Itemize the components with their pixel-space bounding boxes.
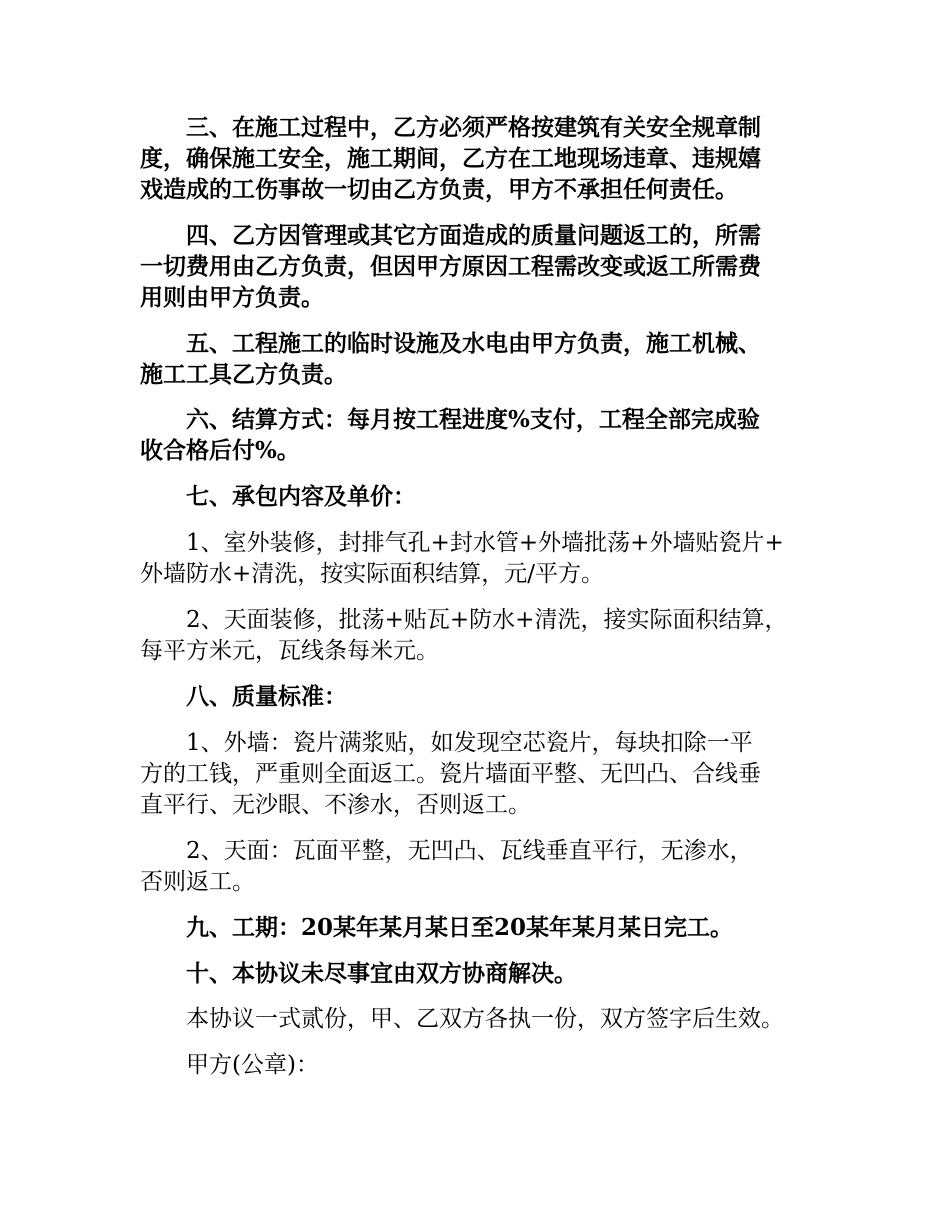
- clause-10: 十、本协议未尽事宜由双方协商解决。: [186, 960, 577, 987]
- clause-8-item-1-line-2: 方的工钱，严重则全面返工。瓷片墙面平整、无凹凸、合线垂: [140, 761, 761, 787]
- clause-4-line-1: 四、乙方因管理或其它方面造成的质量问题返工的，所需: [186, 222, 761, 249]
- clause-6-line-2: 收合格后付%。: [140, 437, 300, 464]
- clause-5-line-2: 施工工具乙方负责。: [140, 361, 347, 388]
- clause-3-line-3: 戏造成的工伤事故一切由乙方负责，甲方不承担任何责任。: [140, 176, 738, 203]
- clause-3-line-1: 三、在施工过程中，乙方必须严格按建筑有关安全规章制: [186, 114, 761, 141]
- clause-8-item-1-line-3: 直平行、无沙眼、不渗水，否则返工。: [140, 792, 531, 818]
- clause-3-line-2: 度，确保施工安全，施工期间，乙方在工地现场违章、违规嬉: [140, 145, 761, 172]
- agreement-copies-note: 本协议一式贰份，甲、乙双方各执一份，双方签字后生效。: [186, 1006, 784, 1032]
- clause-6-line-1: 六、结算方式：每月按工程进度%支付，工程全部完成验: [186, 406, 760, 433]
- clause-4-line-3: 用则由甲方负责。: [140, 284, 324, 311]
- clause-5-line-1: 五、工程施工的临时设施及水电由甲方负责，施工机械、: [186, 330, 761, 357]
- clause-8-item-2-line-2: 否则返工。: [140, 869, 255, 895]
- clause-7-heading: 七、承包内容及单价：: [186, 483, 416, 510]
- clause-8-item-2-line-1: 2、天面：瓦面平整，无凹凸、瓦线垂直平行，无渗水，: [186, 838, 753, 864]
- clause-8-item-1-line-1: 1、外墙：瓷片满浆贴，如发现空芯瓷片，每块扣除一平: [186, 730, 753, 756]
- clause-9-schedule: 九、工期：20某年某月某日至20某年某月某日完工。: [186, 914, 734, 941]
- party-a-seal-label: 甲方(公章)：: [186, 1052, 319, 1078]
- clause-8-heading: 八、质量标准：: [186, 683, 347, 710]
- clause-7-item-2-line-2: 每平方米元，瓦线条每米元。: [140, 638, 439, 664]
- clause-4-line-2: 一切费用由乙方负责，但因甲方原因工程需改变或返工所需费: [140, 253, 761, 280]
- clause-7-item-2-line-1: 2、天面装修，批荡+贴瓦+防水+清洗，接实际面积结算，: [186, 607, 788, 633]
- clause-7-item-1-line-1: 1、室外装修，封排气孔+封水管+外墙批荡+外墙贴瓷片+: [186, 530, 784, 556]
- clause-7-item-1-line-2: 外墙防水+清洗，按实际面积结算，元/平方。: [140, 561, 605, 587]
